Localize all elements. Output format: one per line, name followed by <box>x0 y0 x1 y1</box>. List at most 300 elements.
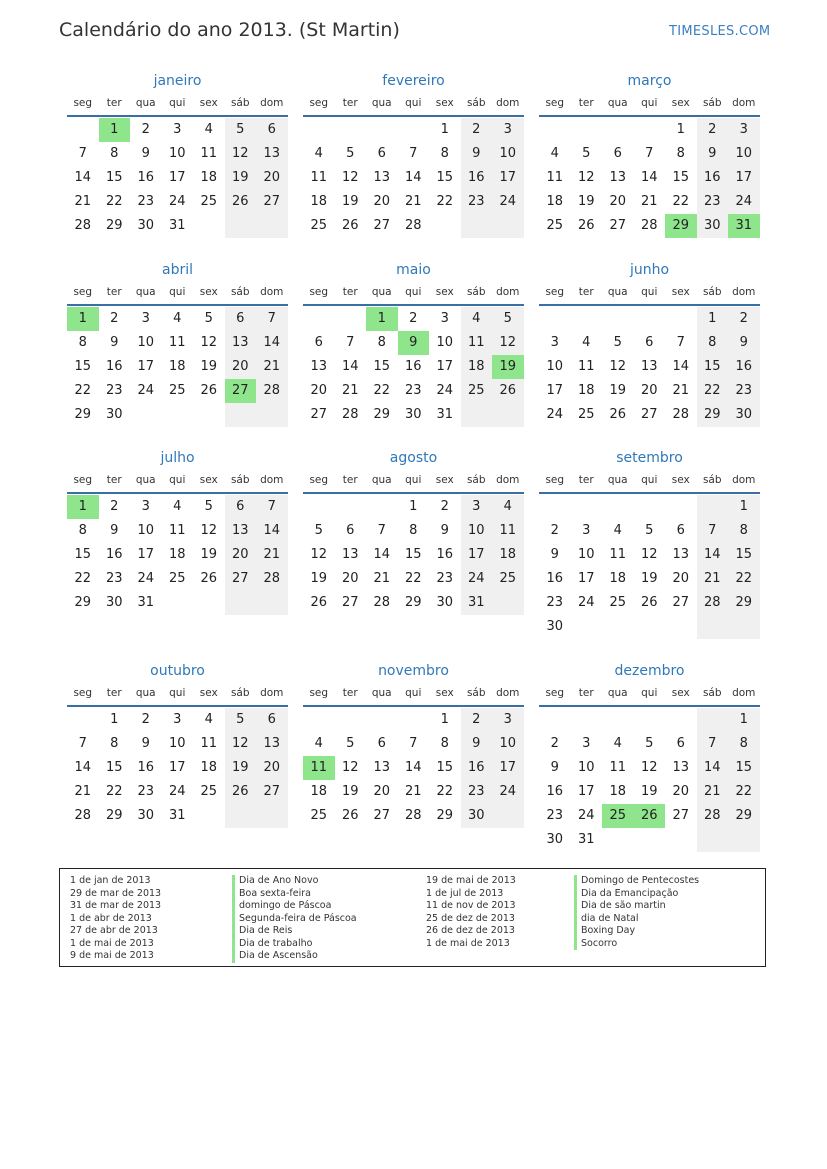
day-cell: 26 <box>609 407 627 422</box>
day-cell: 13 <box>672 760 690 775</box>
day-cell: 30 <box>436 595 454 610</box>
month-name: setembro <box>616 450 683 466</box>
day-cell: 28 <box>404 808 422 823</box>
day-cell: 4 <box>173 499 182 514</box>
day-cell: 6 <box>236 311 245 326</box>
day-cell: 5 <box>582 146 591 161</box>
weekday-label: dom <box>732 97 756 109</box>
day-cell: 13 <box>373 760 391 775</box>
day-cell: 17 <box>499 760 517 775</box>
day-cell: 23 <box>404 383 422 398</box>
day-cell: 18 <box>467 359 485 374</box>
day-cell: 28 <box>74 808 92 823</box>
day-cell: 20 <box>231 547 249 562</box>
day-cell: 18 <box>310 784 328 799</box>
day-cell: 31 <box>577 832 595 847</box>
day-cell: 7 <box>78 736 87 751</box>
day-cell: 18 <box>609 784 627 799</box>
day-cell: 2 <box>440 499 449 514</box>
header-rule <box>67 304 288 306</box>
weekday-header <box>67 474 288 490</box>
day-cell: 28 <box>373 595 391 610</box>
header-rule <box>303 304 524 306</box>
month-name: dezembro <box>614 663 685 679</box>
day-cell: 6 <box>377 146 386 161</box>
day-cell: 5 <box>236 122 245 137</box>
weekday-label: sáb <box>702 286 722 298</box>
weekday-header <box>539 286 760 302</box>
day-cell: 20 <box>263 760 281 775</box>
weekday-label: seg <box>545 97 565 109</box>
day-cell: 29 <box>373 407 391 422</box>
day-cell: 26 <box>310 595 328 610</box>
day-cell: 16 <box>467 760 485 775</box>
day-cell: 19 <box>640 784 658 799</box>
day-cell: 10 <box>577 547 595 562</box>
month-name: maio <box>396 262 431 278</box>
day-cell: 22 <box>74 571 92 586</box>
day-cell: 30 <box>546 619 564 634</box>
day-cell: 19 <box>640 571 658 586</box>
day-cell: 17 <box>168 760 186 775</box>
weekday-label: qui <box>641 474 658 486</box>
weekday-label: ter <box>106 286 122 298</box>
weekday-label: dom <box>496 286 520 298</box>
legend-holiday-name: Dia de trabalho <box>232 938 357 951</box>
day-cell: 14 <box>703 760 721 775</box>
holiday-day-cell: 19 <box>492 355 524 379</box>
day-cell: 27 <box>640 407 658 422</box>
day-cell: 24 <box>137 571 155 586</box>
day-cell: 10 <box>499 736 517 751</box>
legend-date: 1 de jan de 2013 <box>70 875 151 886</box>
day-cell: 30 <box>105 595 123 610</box>
day-cell: 8 <box>409 523 418 538</box>
legend-date: 1 de jul de 2013 <box>426 887 504 899</box>
day-cell: 7 <box>346 335 355 350</box>
day-cell: 4 <box>472 311 481 326</box>
day-cell: 26 <box>200 383 218 398</box>
day-cell: 12 <box>499 335 517 350</box>
weekday-label: qua <box>607 97 628 109</box>
legend-holiday-name: Dia de Ano Novo <box>232 875 357 888</box>
day-cell: 23 <box>436 571 454 586</box>
weekday-label: dom <box>496 687 520 699</box>
day-cell: 5 <box>503 311 512 326</box>
day-cell: 11 <box>200 736 218 751</box>
weekday-label: dom <box>732 687 756 699</box>
day-cell: 31 <box>467 595 485 610</box>
day-cell: 22 <box>672 194 690 209</box>
day-cell: 5 <box>236 712 245 727</box>
day-cell: 29 <box>105 218 123 233</box>
weekday-label: sex <box>671 97 690 109</box>
weekday-label: qui <box>405 97 422 109</box>
header-rule <box>67 705 288 707</box>
day-cell: 11 <box>546 170 564 185</box>
day-cell: 10 <box>577 760 595 775</box>
day-cell: 25 <box>310 218 328 233</box>
day-cell: 6 <box>676 736 685 751</box>
holiday-day-cell: 1 <box>67 307 99 331</box>
day-cell: 13 <box>672 547 690 562</box>
day-cell: 15 <box>74 359 92 374</box>
day-cell: 9 <box>472 736 481 751</box>
day-cell: 2 <box>550 523 559 538</box>
day-cell: 23 <box>467 194 485 209</box>
day-cell: 12 <box>200 335 218 350</box>
day-cell: 13 <box>310 359 328 374</box>
legend-names-column-1 <box>232 875 357 963</box>
day-cell: 28 <box>703 808 721 823</box>
day-cell: 30 <box>137 808 155 823</box>
day-cell: 17 <box>735 170 753 185</box>
day-cell: 2 <box>472 712 481 727</box>
day-cell: 17 <box>137 359 155 374</box>
day-cell: 25 <box>168 571 186 586</box>
header-rule <box>303 492 524 494</box>
weekday-label: qua <box>607 286 628 298</box>
day-cell: 23 <box>735 383 753 398</box>
day-cell: 22 <box>74 383 92 398</box>
day-cell: 20 <box>373 784 391 799</box>
day-cell: 28 <box>341 407 359 422</box>
day-cell: 1 <box>708 311 717 326</box>
day-cell: 8 <box>110 736 119 751</box>
day-cell: 3 <box>440 311 449 326</box>
holiday-day-cell: 26 <box>634 804 666 828</box>
day-cell: 25 <box>310 808 328 823</box>
weekday-label: sáb <box>230 286 250 298</box>
day-cell: 17 <box>577 571 595 586</box>
day-cell: 14 <box>74 170 92 185</box>
holiday-day-cell: 1 <box>67 495 99 519</box>
legend-date: 29 de mar de 2013 <box>70 887 162 899</box>
day-cell: 12 <box>231 146 249 161</box>
day-cell: 21 <box>263 359 281 374</box>
day-cell: 12 <box>341 760 359 775</box>
day-cell: 7 <box>409 736 418 751</box>
weekday-label: seg <box>309 687 329 699</box>
day-cell: 8 <box>440 736 449 751</box>
day-cell: 5 <box>346 736 355 751</box>
day-cell: 30 <box>105 407 123 422</box>
day-cell: 24 <box>546 407 564 422</box>
day-cell: 26 <box>640 595 658 610</box>
day-cell: 28 <box>263 383 281 398</box>
day-cell: 24 <box>577 595 595 610</box>
day-cell: 10 <box>137 335 155 350</box>
legend-date: 1 de mai de 2013 <box>70 937 154 949</box>
legend-holiday-name: Segunda-feira de Páscoa <box>232 913 357 926</box>
weekday-label: qua <box>371 97 392 109</box>
day-cell: 22 <box>105 194 123 209</box>
day-cell: 26 <box>341 808 359 823</box>
day-cell: 23 <box>703 194 721 209</box>
day-cell: 15 <box>404 547 422 562</box>
day-cell: 10 <box>735 146 753 161</box>
weekday-header <box>303 286 524 302</box>
weekday-label: qua <box>371 286 392 298</box>
day-cell: 19 <box>310 571 328 586</box>
day-cell: 8 <box>78 523 87 538</box>
day-cell: 19 <box>200 547 218 562</box>
day-cell: 19 <box>609 383 627 398</box>
holiday-day-cell: 29 <box>665 214 697 238</box>
day-cell: 29 <box>735 808 753 823</box>
day-cell: 1 <box>739 712 748 727</box>
weekday-label: sex <box>671 687 690 699</box>
day-cell: 12 <box>341 170 359 185</box>
day-cell: 1 <box>739 499 748 514</box>
day-cell: 28 <box>703 595 721 610</box>
weekday-label: seg <box>73 687 93 699</box>
day-cell: 21 <box>404 194 422 209</box>
weekday-label: ter <box>106 687 122 699</box>
day-cell: 17 <box>499 170 517 185</box>
day-cell: 14 <box>341 359 359 374</box>
month-name: janeiro <box>153 73 202 89</box>
day-cell: 15 <box>436 760 454 775</box>
day-cell: 1 <box>110 712 119 727</box>
day-cell: 21 <box>341 383 359 398</box>
day-cell: 30 <box>467 808 485 823</box>
day-cell: 3 <box>173 712 182 727</box>
day-cell: 21 <box>74 784 92 799</box>
day-cell: 7 <box>708 523 717 538</box>
day-cell: 25 <box>546 218 564 233</box>
day-cell: 8 <box>676 146 685 161</box>
legend-holiday-name: Boxing Day <box>574 925 699 938</box>
day-cell: 12 <box>200 523 218 538</box>
weekday-label: sex <box>435 97 454 109</box>
day-cell: 31 <box>137 595 155 610</box>
day-cell: 16 <box>105 547 123 562</box>
day-cell: 15 <box>703 359 721 374</box>
day-cell: 1 <box>676 122 685 137</box>
weekday-label: ter <box>578 97 594 109</box>
day-cell: 23 <box>467 784 485 799</box>
day-cell: 26 <box>499 383 517 398</box>
day-cell: 3 <box>503 122 512 137</box>
day-cell: 2 <box>110 499 119 514</box>
day-cell: 20 <box>640 383 658 398</box>
weekday-label: sáb <box>230 474 250 486</box>
day-cell: 15 <box>373 359 391 374</box>
weekday-label: dom <box>260 286 284 298</box>
day-cell: 16 <box>546 571 564 586</box>
weekday-label: qui <box>405 474 422 486</box>
day-cell: 17 <box>168 170 186 185</box>
day-cell: 8 <box>377 335 386 350</box>
day-cell: 6 <box>346 523 355 538</box>
day-cell: 15 <box>436 170 454 185</box>
weekday-label: qua <box>135 97 156 109</box>
weekday-label: sex <box>435 687 454 699</box>
legend-date: 11 de nov de 2013 <box>426 900 516 911</box>
day-cell: 5 <box>314 523 323 538</box>
day-cell: 27 <box>310 407 328 422</box>
weekday-label: dom <box>260 97 284 109</box>
weekday-label: seg <box>309 474 329 486</box>
day-cell: 11 <box>499 523 517 538</box>
day-cell: 16 <box>137 170 155 185</box>
day-cell: 21 <box>74 194 92 209</box>
day-cell: 13 <box>231 335 249 350</box>
weekday-label: ter <box>342 474 358 486</box>
holiday-day-cell: 1 <box>366 307 398 331</box>
day-cell: 14 <box>640 170 658 185</box>
day-cell: 16 <box>436 547 454 562</box>
day-cell: 16 <box>703 170 721 185</box>
day-cell: 19 <box>341 194 359 209</box>
legend-date: 9 de mai de 2013 <box>70 950 154 961</box>
day-cell: 23 <box>546 595 564 610</box>
day-cell: 5 <box>204 311 213 326</box>
day-cell: 9 <box>550 760 559 775</box>
day-cell: 4 <box>613 523 622 538</box>
weekday-label: ter <box>342 687 358 699</box>
weekday-label: qua <box>135 687 156 699</box>
day-cell: 1 <box>440 712 449 727</box>
day-cell: 29 <box>703 407 721 422</box>
day-cell: 8 <box>78 335 87 350</box>
day-cell: 5 <box>645 736 654 751</box>
month-name: julho <box>160 450 195 466</box>
day-cell: 15 <box>672 170 690 185</box>
weekday-label: seg <box>73 474 93 486</box>
day-cell: 18 <box>200 170 218 185</box>
day-cell: 20 <box>231 359 249 374</box>
weekday-label: qui <box>641 286 658 298</box>
day-cell: 5 <box>613 335 622 350</box>
day-cell: 3 <box>582 736 591 751</box>
day-cell: 16 <box>467 170 485 185</box>
weekday-label: seg <box>309 97 329 109</box>
day-cell: 21 <box>640 194 658 209</box>
day-cell: 24 <box>467 571 485 586</box>
day-cell: 12 <box>577 170 595 185</box>
day-cell: 23 <box>546 808 564 823</box>
day-cell: 21 <box>373 571 391 586</box>
day-cell: 14 <box>404 170 422 185</box>
legend-date: 1 de abr de 2013 <box>70 912 152 924</box>
day-cell: 8 <box>708 335 717 350</box>
day-cell: 19 <box>231 760 249 775</box>
day-cell: 16 <box>404 359 422 374</box>
day-cell: 4 <box>173 311 182 326</box>
day-cell: 6 <box>613 146 622 161</box>
holiday-day-cell: 9 <box>398 331 430 355</box>
weekday-label: ter <box>106 97 122 109</box>
day-cell: 28 <box>404 218 422 233</box>
day-cell: 13 <box>609 170 627 185</box>
day-cell: 16 <box>137 760 155 775</box>
day-cell: 14 <box>263 523 281 538</box>
brand-link[interactable]: TIMESLES.COM <box>669 24 771 39</box>
legend-date: 19 de mai de 2013 <box>426 875 516 886</box>
day-cell: 2 <box>409 311 418 326</box>
day-cell: 18 <box>499 547 517 562</box>
legend-holiday-name: Dia de são martin <box>574 900 699 913</box>
day-cell: 23 <box>137 784 155 799</box>
day-cell: 30 <box>137 218 155 233</box>
day-cell: 9 <box>739 335 748 350</box>
day-cell: 24 <box>436 383 454 398</box>
weekday-label: sáb <box>702 687 722 699</box>
day-cell: 7 <box>267 311 276 326</box>
month-name: fevereiro <box>382 73 445 89</box>
day-cell: 23 <box>105 571 123 586</box>
legend-dates-column-1 <box>70 875 161 963</box>
header-rule <box>539 492 760 494</box>
day-cell: 30 <box>735 407 753 422</box>
day-cell: 26 <box>200 571 218 586</box>
weekday-label: qua <box>607 687 628 699</box>
month-name: agosto <box>389 450 438 466</box>
day-cell: 20 <box>373 194 391 209</box>
weekday-label: sáb <box>466 687 486 699</box>
day-cell: 14 <box>672 359 690 374</box>
day-cell: 12 <box>231 736 249 751</box>
day-cell: 27 <box>341 595 359 610</box>
month-name: junho <box>629 262 670 278</box>
weekday-label: qui <box>169 474 186 486</box>
weekday-label: sáb <box>466 286 486 298</box>
day-cell: 17 <box>577 784 595 799</box>
weekday-header <box>67 97 288 113</box>
page-title: Calendário do ano 2013. (St Martin) <box>59 19 400 41</box>
day-cell: 31 <box>436 407 454 422</box>
weekday-label: sáb <box>230 687 250 699</box>
day-cell: 7 <box>78 146 87 161</box>
day-cell: 11 <box>168 523 186 538</box>
day-cell: 17 <box>467 547 485 562</box>
day-cell: 15 <box>735 760 753 775</box>
legend-date: 27 de abr de 2013 <box>70 925 158 936</box>
day-cell: 24 <box>168 784 186 799</box>
day-cell: 30 <box>546 832 564 847</box>
day-cell: 9 <box>110 523 119 538</box>
header-rule <box>539 115 760 117</box>
day-cell: 25 <box>200 784 218 799</box>
day-cell: 29 <box>105 808 123 823</box>
day-cell: 2 <box>110 311 119 326</box>
day-cell: 24 <box>735 194 753 209</box>
day-cell: 19 <box>577 194 595 209</box>
day-cell: 28 <box>263 571 281 586</box>
day-cell: 20 <box>672 571 690 586</box>
day-cell: 1 <box>409 499 418 514</box>
weekday-label: seg <box>545 474 565 486</box>
day-cell: 3 <box>173 122 182 137</box>
day-cell: 20 <box>263 170 281 185</box>
day-cell: 6 <box>314 335 323 350</box>
day-cell: 21 <box>703 571 721 586</box>
weekday-header <box>539 687 760 703</box>
day-cell: 17 <box>137 547 155 562</box>
weekday-label: sáb <box>466 97 486 109</box>
legend-holiday-name: Dia da Emancipação <box>574 888 699 901</box>
legend-holiday-name: Dia de Reis <box>232 925 357 938</box>
day-cell: 8 <box>110 146 119 161</box>
day-cell: 24 <box>577 808 595 823</box>
legend-date: 25 de dez de 2013 <box>426 912 515 924</box>
weekday-label: qui <box>641 687 658 699</box>
day-cell: 8 <box>739 736 748 751</box>
day-cell: 20 <box>310 383 328 398</box>
weekday-label: seg <box>545 286 565 298</box>
